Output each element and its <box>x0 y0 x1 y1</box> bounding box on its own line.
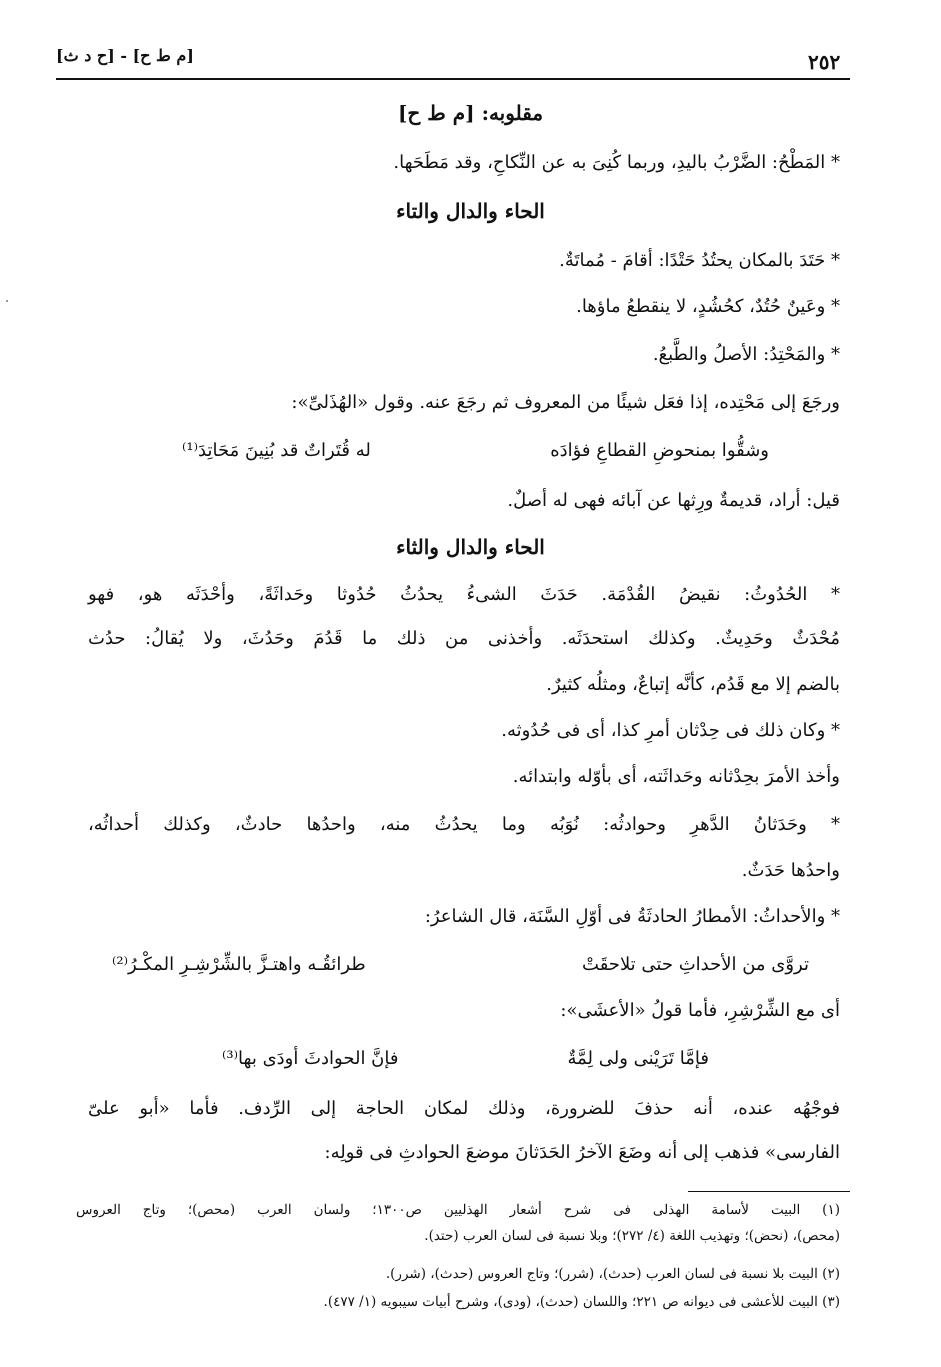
entry-matah: * المَطْحُ: الضَّرْبُ باليدِ، وربما كُنِىَ به عن النِّكاحِ، وقد مَطَحَها. <box>393 152 840 173</box>
entry-wajhuh-line2: الفارسى» فذهب إلى أنه وضَعَ الآخرُ الحَدَثانَ موضعَ الحوادثِ فى قولِه: <box>324 1142 840 1163</box>
verse-shirshir-hemistich-1: تروَّى من الأحداثِ حتى تلاحقَتْ <box>582 954 809 975</box>
entry-akhadh-al-amr: وأخذ الأمرَ بحِدْثانه وحَداثَته، أى بأوّله وابتدائه. <box>512 766 840 787</box>
verse-asha-hemistich-1: فإمَّا تَرَيْنى ولى لِمَّةٌ <box>567 1048 709 1069</box>
verse-hudhali-hemistich-1: وشقُّوا بمنحوضِ القطاعِ فؤادَه <box>550 440 769 461</box>
entry-hadathan-line1: * وحَدَثانُ الدَّهرِ وحوادثُه: نُوَبُه وما يحدُثُ منه، واحدُها حادثٌ، وكذلك أحداثُه، <box>88 814 840 835</box>
footnote-3: (٣) البيت للأعشى فى ديوانه ص ٢٢١؛ واللسان (حدث)، (ودى)، وشرح أبيات سيبويه (١/ ٤٧٧). <box>323 1294 840 1310</box>
entry-hadathan-line2: واحدُها حَدَثٌ. <box>741 860 840 881</box>
verse-shirshir-hemistich-2: طرائقُـه واهتـزَّ بالشِّرْشِـرِ المكْـرُ⁽²⁾ <box>112 954 366 975</box>
entry-ahdath: * والأحداثُ: الأمطارُ الحادثَةُ فى أوّلِ السَّنَة، قال الشاعرُ: <box>424 906 840 927</box>
footnote-1-line2: (محص)، (نحض)؛ وتهذيب اللغة (٤/ ٢٧٢)؛ وبلا نسبة فى لسان العرب (حتد). <box>424 1228 840 1244</box>
entry-qila-arad: قيل: أراد، قديمةٌ ورِثها عن آبائه فهى له أصلٌ. <box>507 490 840 511</box>
entry-hudut-line2: مُحْدَثٌ وحَدِيثٌ. وكذلك استحدَثَه. وأخذنى من ذلك ما قَدُمَ وحَدُثَ، ولا يُقالُ: حدُث <box>88 628 840 649</box>
section-heading-htd: الحاء والدال والتاء <box>396 199 545 223</box>
entry-ayn-hutud: * وعَينٌ حُتُدٌ، كحُشُدٍ، لا ينقطعُ ماؤها. <box>576 296 840 317</box>
margin-speck <box>6 300 8 302</box>
entry-mahtid: * والمَحْتِدُ: الأصلُ والطَّبعُ. <box>652 344 840 365</box>
section-heading-hdth: الحاء والدال والثاء <box>396 535 545 559</box>
entry-hudut-line3: بالضم إلا مع قَدُم، كأنَّه إتباعٌ، ومثلُه كثيرٌ. <box>546 674 840 695</box>
verse-hudhali-hemistich-2: له قُتَراتٌ قد بُنِينَ مَحَاتِدَ⁽¹⁾ <box>182 440 371 461</box>
entry-hatad: * حَتَدَ بالمكان يحتُدُ حَتْدًا: أقامَ - مُماتَةٌ. <box>559 250 840 271</box>
header-rule <box>56 78 850 80</box>
entry-wajhuh-line1: فوجْهُه عنده، أنه حذفَ للضرورة، وذلك لمكان الحاجة إلى الرِّدف. فأما «أبو علىّ <box>88 1098 840 1119</box>
verse-asha-hemistich-2: فإنَّ الحوادثَ أودَى بها⁽³⁾ <box>222 1048 399 1069</box>
page-number: ٢٥٢ <box>808 50 841 74</box>
section-heading-mth: مقلوبه: [م ط ح] <box>397 101 544 125</box>
footnote-2: (٢) البيت بلا نسبة فى لسان العرب (حدث)، (شرر)؛ وتاج العروس (حدث)، (شرر). <box>385 1266 840 1282</box>
entry-hidthan: * وكان ذلك فى حِدْثان أمرِ كذا، أى فى حُدُوثه. <box>501 720 840 741</box>
entry-hudut-line1: * الحُدُوثُ: نقيضُ القُدْمَة. حَدَثَ الشىءُ يحدُثُ حُدُوثا وحَداثَةً، وأحْدَثَه هو، فهو <box>88 584 840 605</box>
entry-shirshir-note: أى مع الشِّرْشِرِ، فأما قولُ «الأعشَى»: <box>560 1000 840 1021</box>
footnote-rule <box>688 1191 850 1192</box>
footnote-1-line1: (١) البيت لأسامة الهذلى فى شرح أشعار الهذليين ص١٣٠٠؛ ولسان العرب (محص)؛ وتاج العروس <box>76 1202 840 1218</box>
running-title: [م ط ح] - [ح د ث] <box>56 46 194 65</box>
entry-raja-ila-mahtidih: ورجَعَ إلى مَحْتِده، إذا فعَل شيئًا من المعروف ثم رجَعَ عنه. وقول «الهُذَلىِّ»: <box>291 392 840 413</box>
